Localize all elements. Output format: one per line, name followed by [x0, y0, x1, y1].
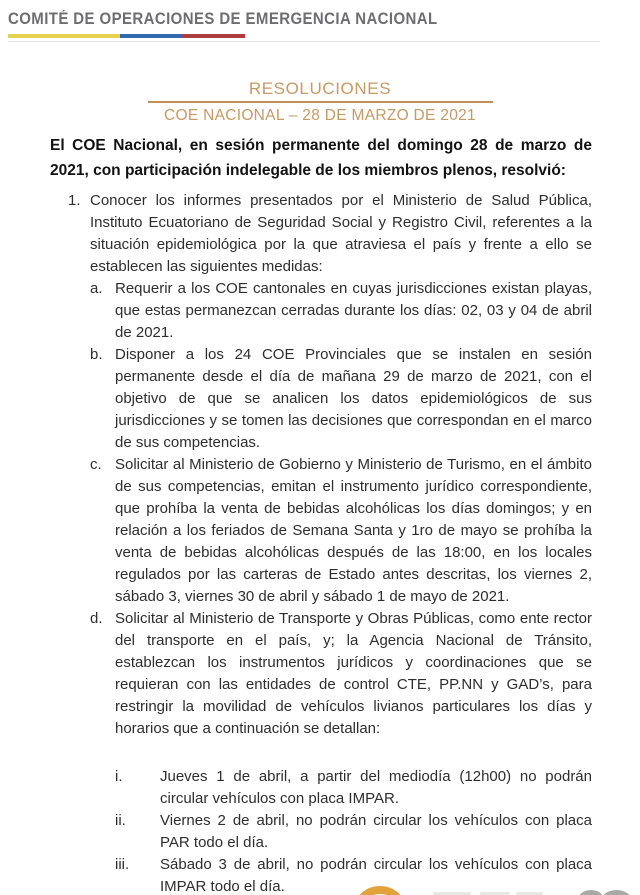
schedule-item-text: Viernes 2 de abril, no podrán circular los vehículos con placa PAR todo el día.: [160, 812, 592, 851]
sub-item-c: [90, 454, 592, 608]
resolution-text: Conocer los informes presentados por el Ministerio de Salud Pública, Instituto Ecuatoriano de Seguridad Social y Registro Civil, referentes a la situación epidemiológica por la que atraviesa el país y frente a ello se establecen las siguientes medidas:: [90, 192, 592, 275]
list-letter: a.: [90, 280, 103, 297]
intro-paragraph: El COE Nacional, en sesión permanente del domingo 28 de marzo de 2021, con participación indelegable de los miembros plenos, resolvió:: [50, 137, 592, 179]
document-header: [0, 0, 640, 42]
ecuador-flag-bar: [8, 34, 245, 38]
schedule-item-ii: [115, 810, 592, 854]
document-title: RESOLUCIONES: [248, 79, 392, 98]
vehicle-schedule-list: [50, 766, 592, 895]
list-roman: iii.: [115, 856, 130, 873]
org-name: COMITÉ DE OPERACIONES DE EMERGENCIA NACIONAL: [8, 10, 438, 29]
flag-yellow-segment: [8, 34, 120, 38]
flag-red-segment: [182, 34, 245, 38]
title-underline: [148, 101, 493, 103]
list-number: 1.: [68, 192, 81, 209]
flag-blue-segment: [120, 34, 182, 38]
sub-item-d: [90, 608, 592, 740]
sub-item-a: [90, 278, 592, 344]
sub-item-text: Disponer a los 24 COE Provinciales que se instalen en sesión permanente desde el día de mañana 29 de marzo de 2021, con el objetivo de que se analicen los datos epidemiológicos de sus jurisdicciones y se tomen las decisiones que correspondan en el marco de sus competencias.: [115, 346, 592, 451]
schedule-item-text: Jueves 1 de abril, a partir del mediodía (12h00) no podrán circular vehículos con placa IMPAR.: [160, 768, 592, 807]
list-roman: i.: [115, 768, 123, 785]
document-body: [0, 133, 640, 895]
list-letter: b.: [90, 346, 103, 363]
title-block: [0, 78, 640, 126]
resolution-item-1: [68, 190, 592, 278]
schedule-item-text: Sábado 3 de abril, no podrán circular los vehículos con placa IMPAR todo el día.: [160, 856, 592, 895]
list-roman: ii.: [115, 812, 126, 829]
header-divider: [8, 41, 600, 42]
sub-item-text: Solicitar al Ministerio de Gobierno y Ministerio de Turismo, en el ámbito de sus competencias, emitan el instrumento jurídico correspondiente, que prohíba la venta de bebidas alcohólicas los días domingos; y en relación a los feriados de Semana Santa y 1ro de mayo se prohíba la venta de bebidas alcohólicas después de las 18:00, en los locales regulados por las carteras de Estado antes descritas, los viernes 2, sábado 3, viernes 30 de abril y sábado 1 de mayo de 2021.: [115, 456, 592, 605]
list-letter: d.: [90, 610, 103, 627]
document-subtitle: COE NACIONAL – 28 DE MARZO DE 2021: [164, 107, 476, 124]
sub-item-text: Requerir a los COE cantonales en cuyas jurisdicciones existan playas, que estas permanezcan cerradas durante los días: 02, 03 y 04 de abril de 2021.: [115, 280, 592, 341]
schedule-item-iii: [115, 854, 592, 895]
sub-item-text: Solicitar al Ministerio de Transporte y Obras Públicas, como ente rector del transporte en el país, y; la Agencia Nacional de Tránsito, establezcan los instrumentos jurídicos y coordinaciones que se requieran con las entidades de control CTE, PP.NN y GAD’s, para restringir la movilidad de vehículos livianos particulares los días y horarios que a continuación se detallan:: [115, 610, 592, 737]
sub-item-b: [90, 344, 592, 454]
schedule-item-i: [115, 766, 592, 810]
list-letter: c.: [90, 456, 102, 473]
